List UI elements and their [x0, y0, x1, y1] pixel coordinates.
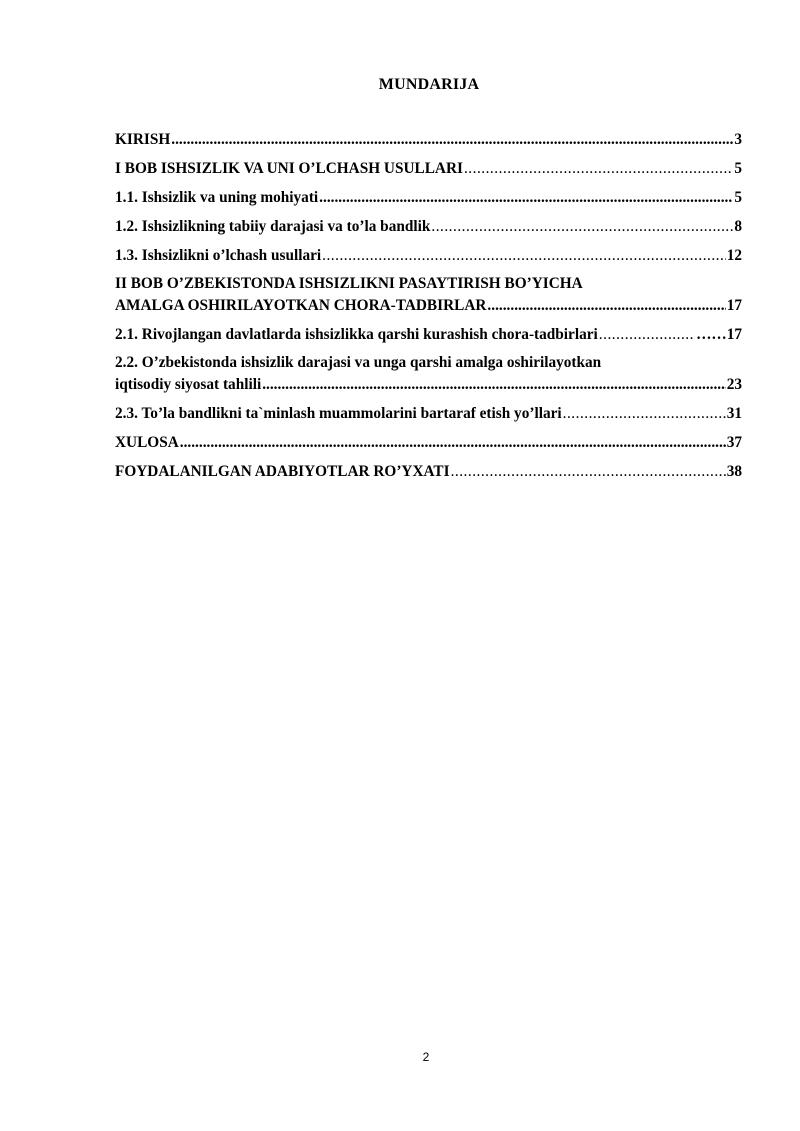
- toc-page-number: 12: [726, 247, 742, 264]
- toc-page-number: 23: [726, 376, 742, 393]
- toc-leader: [262, 374, 726, 396]
- toc-label: XULOSA: [115, 434, 179, 451]
- toc-page-number: 31: [726, 405, 742, 422]
- toc-leader: [319, 186, 733, 209]
- toc-label: I BOB ISHSIZLIK VA UNI O’LCHASH USULLARI: [115, 160, 463, 177]
- toc-leader: [487, 295, 725, 317]
- toc-leader: [464, 157, 733, 180]
- toc-entry-chapter-1[interactable]: [115, 157, 742, 180]
- toc-entry-2-1[interactable]: [115, 323, 742, 346]
- toc-entry-2-3[interactable]: [115, 402, 742, 425]
- toc-page-number: 5: [734, 189, 742, 206]
- toc-leader: [180, 431, 726, 454]
- toc-entry-1-2[interactable]: [115, 215, 742, 238]
- toc-leader: [431, 215, 733, 238]
- toc-leader: [599, 323, 695, 346]
- toc-entry-references[interactable]: [115, 460, 742, 483]
- toc-page-number: 17: [726, 297, 742, 314]
- toc-label: KIRISH: [115, 131, 171, 148]
- toc-label: 1.2. Ishsizlikning tabiiy darajasi va to’la bandlik: [115, 218, 431, 235]
- toc-leader: [322, 244, 726, 267]
- toc-leader: [451, 460, 726, 483]
- toc-page-number: 37: [726, 434, 742, 451]
- toc-entry-1-1[interactable]: [115, 186, 742, 209]
- toc-leader: [563, 402, 726, 425]
- toc-entry-1-3[interactable]: [115, 244, 742, 267]
- toc-page-number: 3: [734, 131, 742, 148]
- toc-page-number: ……17: [696, 326, 742, 343]
- toc-label-line-2: iqtisodiy siyosat tahlili: [115, 376, 262, 393]
- page-number-footer: 2: [422, 1050, 430, 1064]
- toc-label-line-1: 2.2. O’zbekistonda ishsizlik darajasi va unga qarshi amalga oshirilayotkan: [115, 354, 602, 371]
- page-title: MUNDARIJA: [378, 76, 480, 93]
- toc-label: 2.1. Rivojlangan davlatlarda ishsizlikka qarshi kurashish chora-tadbirlari: [115, 326, 598, 343]
- table-of-contents: [115, 128, 742, 489]
- toc-leader: [171, 128, 733, 151]
- toc-entry-chapter-2[interactable]: [115, 273, 742, 317]
- toc-entry-2-2[interactable]: [115, 352, 742, 396]
- toc-label-line-2: AMALGA OSHIRILAYOTKAN CHORA-TADBIRLAR: [115, 297, 487, 314]
- toc-label: FOYDALANILGAN ADABIYOTLAR RO’YXATI: [115, 463, 450, 480]
- toc-label: 1.1. Ishsizlik va uning mohiyati: [115, 189, 319, 206]
- toc-page-number: 8: [734, 218, 742, 235]
- toc-label-line-1: II BOB O’ZBEKISTONDA ISHSIZLIKNI PASAYTIRISH BO’YICHA: [115, 275, 583, 292]
- toc-page-number: 5: [734, 160, 742, 177]
- toc-entry-xulosa[interactable]: [115, 431, 742, 454]
- toc-label: 1.3. Ishsizlikni o’lchash usullari: [115, 247, 322, 264]
- toc-label: 2.3. To’la bandlikni ta`minlash muammolarini bartaraf etish yo’llari: [115, 405, 562, 422]
- toc-entry-kirish[interactable]: [115, 128, 742, 151]
- toc-page-number: 38: [726, 463, 742, 480]
